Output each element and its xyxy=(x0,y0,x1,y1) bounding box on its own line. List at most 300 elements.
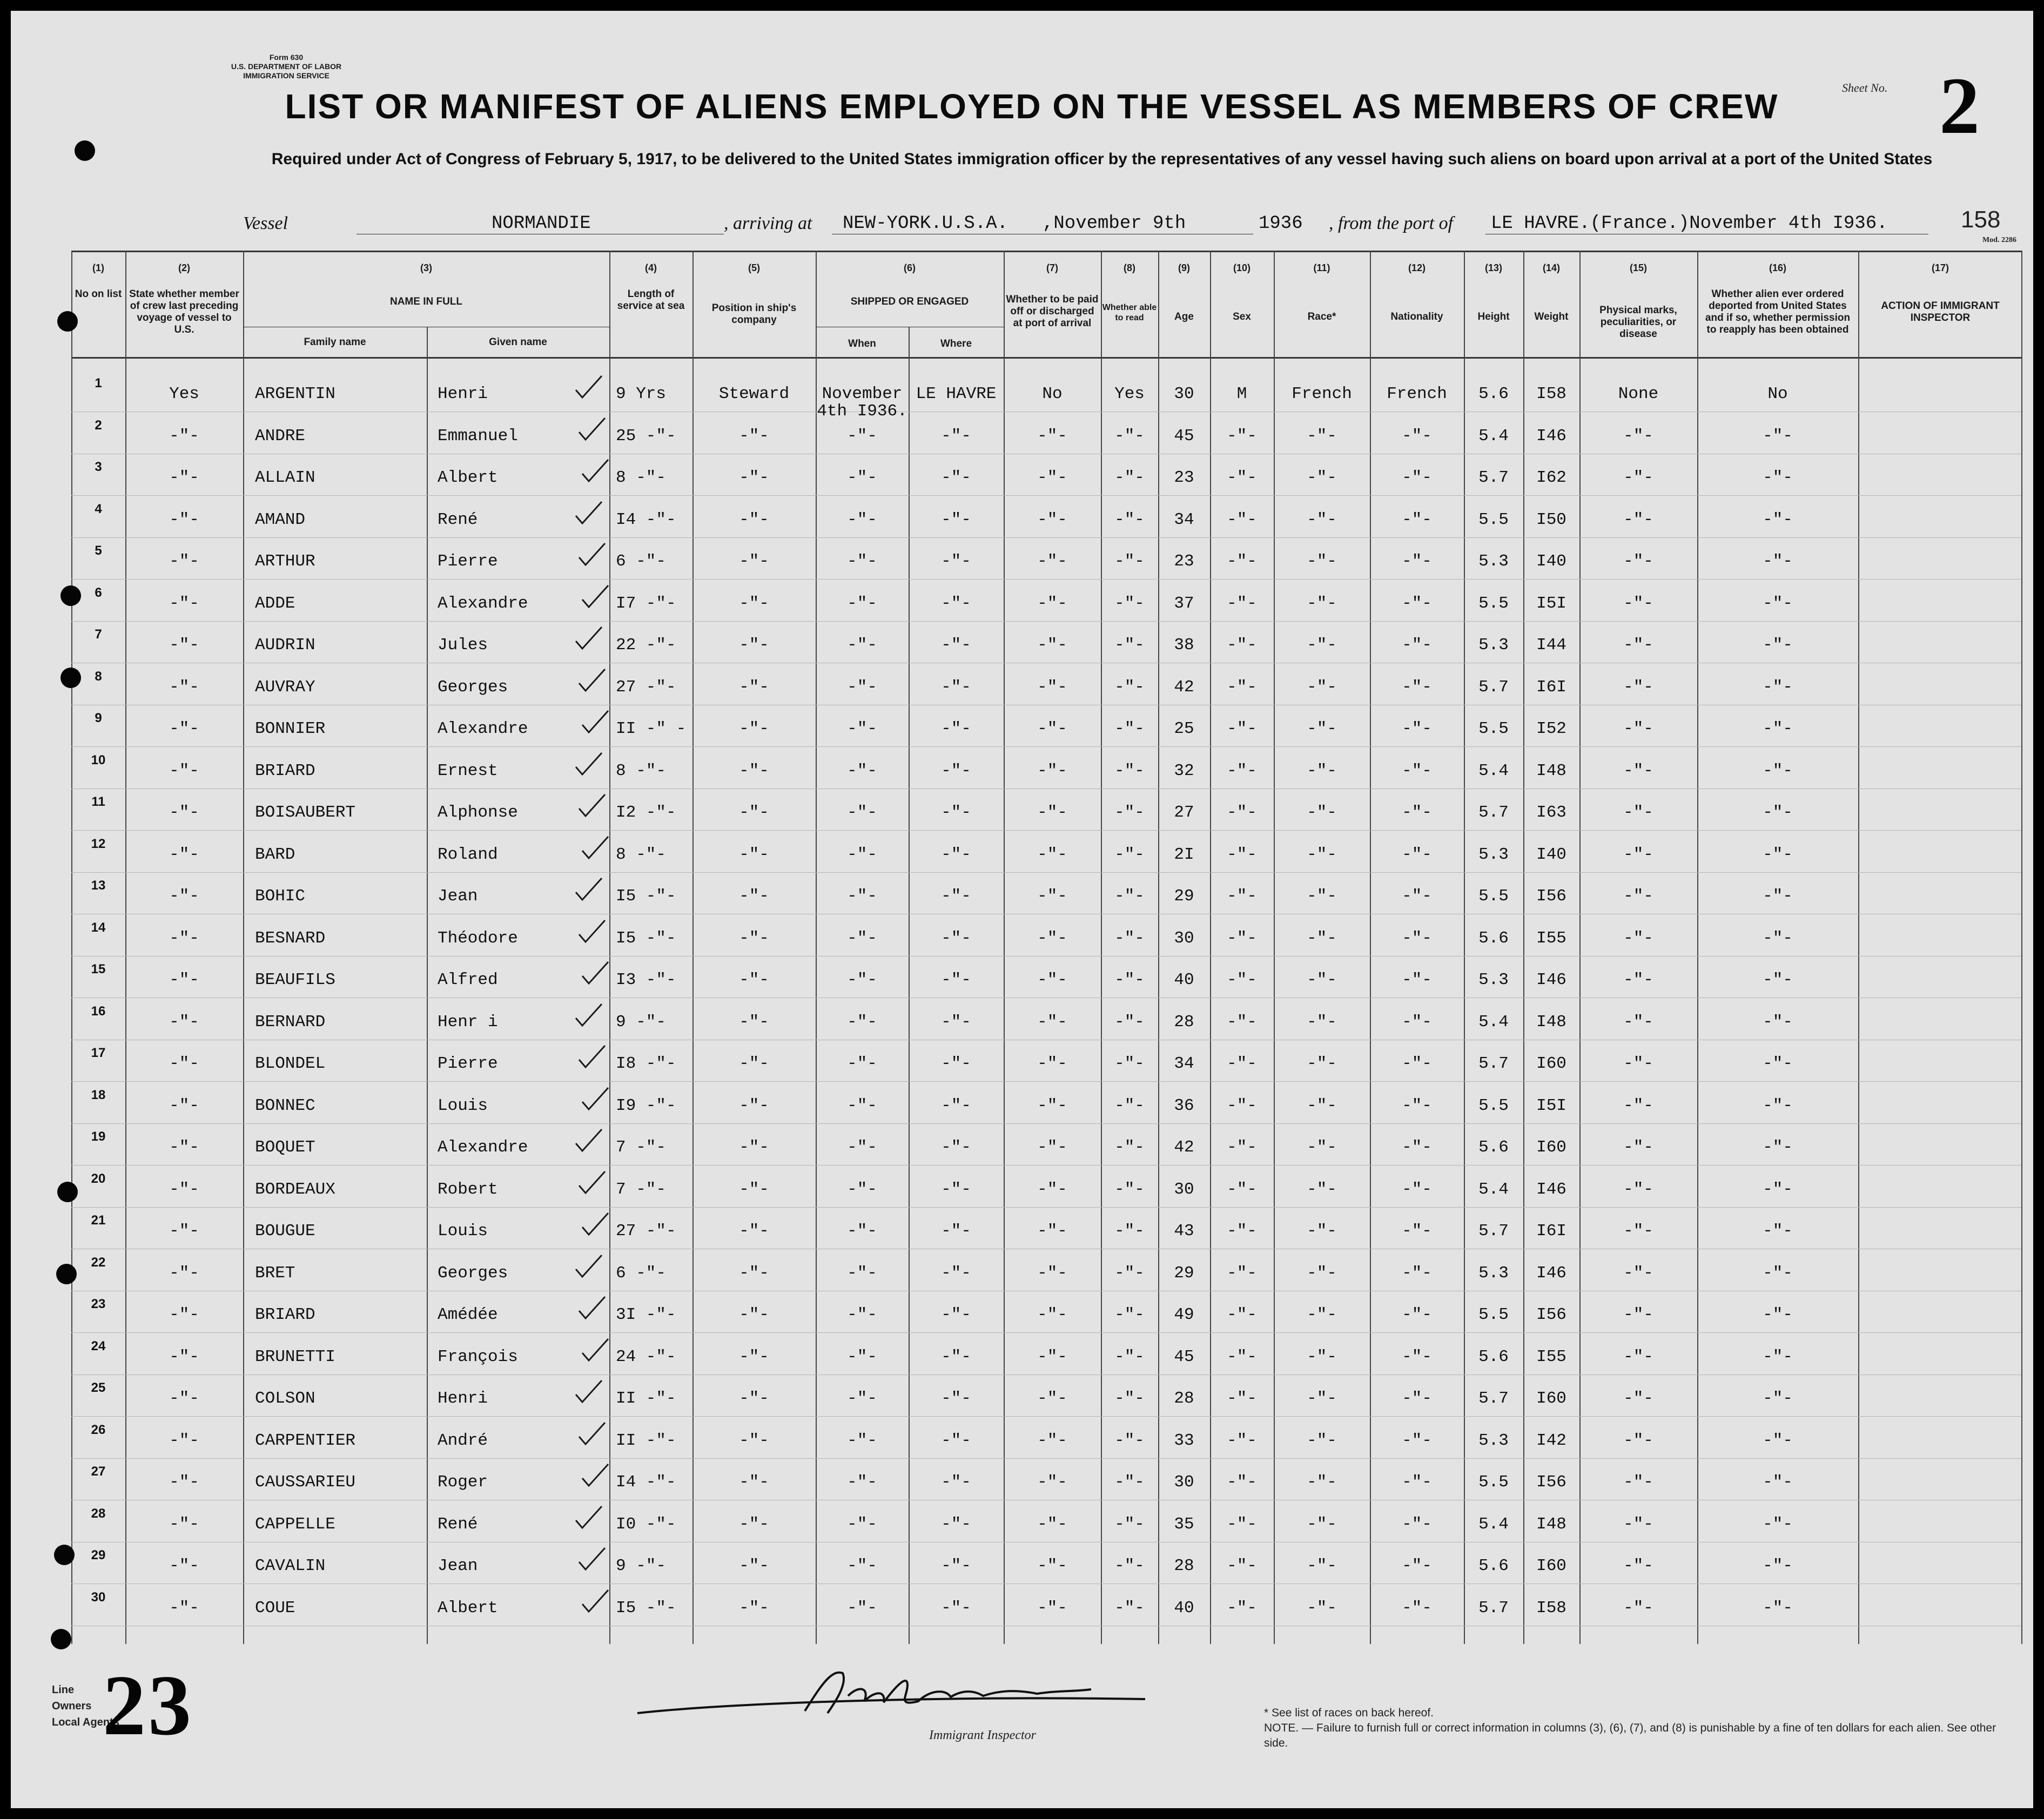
cell-where: -"- xyxy=(941,468,971,487)
cell-service: 27 -"- xyxy=(616,1222,676,1241)
cell-when: -"- xyxy=(847,1389,877,1408)
stamp-number: 158 xyxy=(1961,206,2001,233)
cell-read: -"- xyxy=(1114,761,1145,780)
cell-service: 7 -"- xyxy=(616,1138,667,1157)
department: U.S. DEPARTMENT OF LABOR xyxy=(231,62,342,71)
cell-race: -"- xyxy=(1307,845,1337,864)
cell-service: 3I -"- xyxy=(616,1305,676,1324)
cell-height: 5.4 xyxy=(1478,1180,1509,1199)
punch-hole xyxy=(54,1545,75,1565)
cell-when: -"- xyxy=(847,845,877,864)
cell-age: 36 xyxy=(1174,1096,1194,1115)
cell-nationality: -"- xyxy=(1402,1138,1432,1157)
cell-nationality: -"- xyxy=(1402,1598,1432,1618)
cell-race: -"- xyxy=(1307,1598,1337,1618)
cell-where: -"- xyxy=(941,803,971,822)
cell-paid: -"- xyxy=(1037,677,1067,697)
cell-position: -"- xyxy=(739,1431,769,1450)
cell-deported: -"- xyxy=(1763,1222,1793,1241)
cell-height: 5.3 xyxy=(1478,971,1509,989)
cell-deported: -"- xyxy=(1763,1263,1793,1283)
cell-position: -"- xyxy=(739,1347,769,1366)
row-rule xyxy=(71,579,2021,580)
cell-no: 12 xyxy=(91,836,106,851)
cell-sex: -"- xyxy=(1227,887,1257,906)
check-mark-icon xyxy=(573,1504,605,1531)
cell-service: 6 -"- xyxy=(616,552,667,571)
cell-weight: I56 xyxy=(1536,887,1566,906)
cell-weight: I60 xyxy=(1536,1389,1566,1408)
check-mark-icon xyxy=(576,1043,608,1070)
cell-race: -"- xyxy=(1307,677,1337,697)
arrival-year: 1936 xyxy=(1259,213,1303,234)
cell-no: 16 xyxy=(91,1003,106,1019)
check-mark-icon xyxy=(579,1086,611,1113)
cell-read: -"- xyxy=(1114,1012,1145,1032)
cell-when: -"- xyxy=(847,1054,877,1073)
cell-service: 9 -"- xyxy=(616,1012,667,1032)
cell-family: BONNEC xyxy=(255,1096,315,1115)
cell-read: -"- xyxy=(1114,803,1145,822)
cell-no: 1 xyxy=(95,376,102,390)
cell-paid: -"- xyxy=(1037,426,1067,446)
cell-given: Alexandre xyxy=(438,719,528,738)
cell-where: -"- xyxy=(941,1054,971,1073)
header-nationality: Nationality xyxy=(1390,311,1443,322)
cell-sex: -"- xyxy=(1227,845,1257,864)
cell-deported: -"- xyxy=(1763,636,1793,655)
cell-height: 5.3 xyxy=(1478,1431,1509,1450)
cell-read: -"- xyxy=(1114,1054,1145,1073)
cell-position: -"- xyxy=(739,1305,769,1324)
cell-paid: -"- xyxy=(1037,1598,1067,1618)
cell-no: 2 xyxy=(95,417,102,433)
cell-when: -"- xyxy=(847,594,877,613)
cell-given: Louis xyxy=(438,1222,488,1241)
cell-sex: -"- xyxy=(1227,1431,1257,1450)
cell-position: Steward xyxy=(718,385,790,403)
cell-position: -"- xyxy=(739,719,769,738)
cell-sex: -"- xyxy=(1227,1054,1257,1073)
cell-age: 42 xyxy=(1174,1138,1194,1157)
cell-given: Henri xyxy=(438,385,488,403)
cell-position: -"- xyxy=(739,887,769,906)
cell-height: 5.6 xyxy=(1478,928,1509,948)
cell-member: -"- xyxy=(169,719,199,738)
cell-read: -"- xyxy=(1114,1096,1145,1115)
cell-marks: -"- xyxy=(1623,1096,1653,1115)
cell-weight: I5I xyxy=(1536,594,1566,613)
cell-family: ARGENTIN xyxy=(255,385,335,403)
cell-sex: -"- xyxy=(1227,468,1257,487)
check-mark-icon xyxy=(579,1588,611,1615)
cell-deported: -"- xyxy=(1763,510,1793,529)
cell-height: 5.7 xyxy=(1478,803,1509,822)
cell-member: -"- xyxy=(169,845,199,864)
cell-age: 29 xyxy=(1174,887,1194,906)
cell-weight: I46 xyxy=(1536,1263,1566,1283)
cell-weight: I50 xyxy=(1536,510,1566,529)
cell-weight: I55 xyxy=(1536,1347,1566,1366)
cell-weight: I46 xyxy=(1536,426,1566,446)
cell-family: BRET xyxy=(255,1263,295,1283)
header-where: Where xyxy=(940,338,972,349)
cell-weight: I42 xyxy=(1536,1431,1566,1450)
cell-paid: -"- xyxy=(1037,1138,1067,1157)
sheet-label: Sheet No. xyxy=(1842,81,1888,95)
row-rule xyxy=(71,1207,2021,1208)
cell-read: -"- xyxy=(1114,552,1145,571)
cell-read: -"- xyxy=(1114,1598,1145,1618)
cell-sex: -"- xyxy=(1227,636,1257,655)
check-mark-icon xyxy=(576,541,608,568)
cell-position: -"- xyxy=(739,1598,769,1618)
cell-member: -"- xyxy=(169,426,199,446)
cell-race: -"- xyxy=(1307,1431,1337,1450)
cell-sex: -"- xyxy=(1227,510,1257,529)
cell-position: -"- xyxy=(739,1180,769,1199)
cell-height: 5.4 xyxy=(1478,1514,1509,1534)
cell-marks: -"- xyxy=(1623,971,1653,989)
header-height: Height xyxy=(1477,311,1510,322)
cell-marks: -"- xyxy=(1623,636,1653,655)
cell-paid: -"- xyxy=(1037,1473,1067,1492)
cell-family: ARTHUR xyxy=(255,552,315,571)
check-mark-icon xyxy=(579,834,611,861)
cell-read: -"- xyxy=(1114,1263,1145,1283)
cell-read: -"- xyxy=(1114,1514,1145,1534)
punch-hole xyxy=(60,668,81,688)
cell-height: 5.6 xyxy=(1478,1347,1509,1366)
cell-given: Robert xyxy=(438,1180,498,1199)
cell-read: -"- xyxy=(1114,636,1145,655)
cell-nationality: -"- xyxy=(1402,1180,1432,1199)
cell-deported: -"- xyxy=(1763,761,1793,780)
cell-member: -"- xyxy=(169,803,199,822)
cell-member: -"- xyxy=(169,636,199,655)
check-mark-icon xyxy=(576,1295,608,1322)
cell-service: 27 -"- xyxy=(616,677,676,697)
row-rule xyxy=(71,621,2021,622)
cell-nationality: -"- xyxy=(1402,468,1432,487)
header-physical-marks: Physical marks, peculiarities, or disease xyxy=(1599,305,1677,340)
cell-when: -"- xyxy=(847,887,877,906)
cell-no: 23 xyxy=(91,1297,106,1311)
cell-weight: I48 xyxy=(1536,1514,1566,1534)
cell-when: -"- xyxy=(847,1222,877,1241)
cell-where: -"- xyxy=(941,1431,971,1450)
cell-when: -"- xyxy=(847,1514,877,1534)
cell-deported: -"- xyxy=(1763,1431,1793,1450)
cell-no: 22 xyxy=(91,1255,106,1270)
cell-age: 30 xyxy=(1174,1473,1194,1492)
cell-read: -"- xyxy=(1114,510,1145,529)
inspector-signature xyxy=(627,1663,1156,1723)
header-sex: Sex xyxy=(1233,311,1251,322)
departure-port: LE HAVRE.(France.)November 4th I936. xyxy=(1491,213,1888,234)
cell-nationality: -"- xyxy=(1402,845,1432,864)
cell-marks: -"- xyxy=(1623,1598,1653,1618)
cell-given: Jules xyxy=(438,636,488,655)
cell-paid: -"- xyxy=(1037,1054,1067,1073)
cell-race: -"- xyxy=(1307,1557,1337,1575)
cell-member: Yes xyxy=(169,385,199,403)
cell-sex: -"- xyxy=(1227,719,1257,738)
cell-marks: -"- xyxy=(1623,1431,1653,1450)
cell-deported: -"- xyxy=(1763,1514,1793,1534)
cell-nationality: -"- xyxy=(1402,971,1432,989)
cell-member: -"- xyxy=(169,1557,199,1575)
cell-family: CAVALIN xyxy=(255,1557,326,1575)
cell-paid: -"- xyxy=(1037,1347,1067,1366)
cell-deported: -"- xyxy=(1763,552,1793,571)
cell-family: BRUNETTI xyxy=(255,1347,335,1366)
cell-sex: -"- xyxy=(1227,1305,1257,1324)
cell-when: -"- xyxy=(847,636,877,655)
cell-nationality: French xyxy=(1387,385,1447,403)
cell-given: Louis xyxy=(438,1096,488,1115)
cell-nationality: -"- xyxy=(1402,803,1432,822)
cell-read: -"- xyxy=(1114,1389,1145,1408)
cell-given: Jean xyxy=(438,887,478,906)
cell-nationality: -"- xyxy=(1402,1431,1432,1450)
row-rule xyxy=(71,1416,2021,1417)
cell-deported: -"- xyxy=(1763,1180,1793,1199)
colnum-5: (5) xyxy=(748,262,760,273)
cell-member: -"- xyxy=(169,1431,199,1450)
check-mark-icon xyxy=(573,1378,605,1405)
cell-read: -"- xyxy=(1114,1180,1145,1199)
cell-age: 43 xyxy=(1174,1222,1194,1241)
check-mark-icon xyxy=(573,500,605,527)
cell-read: -"- xyxy=(1114,1431,1145,1450)
vessel-label: Vessel xyxy=(243,213,288,233)
cell-position: -"- xyxy=(739,1263,769,1283)
header-action-inspector: ACTION OF IMMIGRANT INSPECTOR xyxy=(1881,300,2000,324)
cell-nationality: -"- xyxy=(1402,1389,1432,1408)
cell-service: I4 -"- xyxy=(616,510,676,529)
cell-sex: -"- xyxy=(1227,971,1257,989)
cell-sex: -"- xyxy=(1227,928,1257,948)
service: IMMIGRATION SERVICE xyxy=(243,71,330,80)
cell-position: -"- xyxy=(739,1514,769,1534)
cell-when: -"- xyxy=(847,1473,877,1492)
cell-where: -"- xyxy=(941,552,971,571)
cell-marks: -"- xyxy=(1623,426,1653,446)
cell-position: -"- xyxy=(739,552,769,571)
cell-no: 28 xyxy=(91,1506,106,1521)
cell-weight: I5I xyxy=(1536,1096,1566,1115)
cell-deported: -"- xyxy=(1763,677,1793,697)
footer-agents-label: Local Agents xyxy=(52,1716,119,1728)
check-mark-icon xyxy=(573,1127,605,1154)
cell-no: 25 xyxy=(91,1380,106,1395)
cell-race: French xyxy=(1292,385,1352,403)
cell-paid: -"- xyxy=(1037,1514,1067,1534)
cell-nationality: -"- xyxy=(1402,887,1432,906)
cell-member: -"- xyxy=(169,1347,199,1366)
cell-height: 5.6 xyxy=(1478,1138,1509,1157)
arriving-port: NEW-YORK.U.S.A. xyxy=(843,213,1008,234)
cell-sex: -"- xyxy=(1227,1514,1257,1534)
cell-where: -"- xyxy=(941,1347,971,1366)
check-mark-icon xyxy=(573,1002,605,1029)
cell-service: I2 -"- xyxy=(616,803,676,822)
cell-paid: -"- xyxy=(1037,594,1067,613)
cell-family: BOHIC xyxy=(255,887,306,906)
cell-family: BESNARD xyxy=(255,928,326,948)
row-rule xyxy=(71,1081,2021,1082)
cell-race: -"- xyxy=(1307,1263,1337,1283)
cell-weight: I52 xyxy=(1536,719,1566,738)
cell-read: -"- xyxy=(1114,1305,1145,1324)
cell-position: -"- xyxy=(739,761,769,780)
cell-given: Georges xyxy=(438,677,508,697)
manifest-sheet xyxy=(11,11,2033,1808)
header-paid-off: Whether to be paid off or discharged at port of arrival xyxy=(1006,294,1099,329)
cell-no: 5 xyxy=(95,543,102,558)
cell-where: -"- xyxy=(941,1180,971,1199)
cell-family: BOISAUBERT xyxy=(255,803,356,822)
vessel-name: NORMANDIE xyxy=(492,213,591,234)
cell-where: -"- xyxy=(941,510,971,529)
cell-where: -"- xyxy=(941,1012,971,1032)
mod-number: Mod. 2286 xyxy=(1982,236,2016,244)
cell-weight: I40 xyxy=(1536,845,1566,864)
cell-given: Pierre xyxy=(438,552,498,571)
cell-paid: -"- xyxy=(1037,1557,1067,1575)
cell-marks: -"- xyxy=(1623,1012,1653,1032)
row-rule xyxy=(71,746,2021,747)
cell-paid: -"- xyxy=(1037,1222,1067,1241)
cell-marks: -"- xyxy=(1623,468,1653,487)
arriving-label: , arriving at xyxy=(724,213,812,233)
cell-race: -"- xyxy=(1307,552,1337,571)
cell-paid: -"- xyxy=(1037,1431,1067,1450)
colnum-12: (12) xyxy=(1408,262,1426,273)
cell-deported: -"- xyxy=(1763,928,1793,948)
cell-paid: -"- xyxy=(1037,1012,1067,1032)
cell-deported: -"- xyxy=(1763,1557,1793,1575)
cell-read: -"- xyxy=(1114,1557,1145,1575)
cell-given: Alfred xyxy=(438,971,498,989)
cell-read: -"- xyxy=(1114,971,1145,989)
cell-nationality: -"- xyxy=(1402,552,1432,571)
cell-when: -"- xyxy=(847,1347,877,1366)
cell-when: -"- xyxy=(847,971,877,989)
cell-weight: I48 xyxy=(1536,1012,1566,1032)
cell-family: CARPENTIER xyxy=(255,1431,356,1450)
cell-when-line2: 4th I936. xyxy=(817,402,907,421)
check-mark-icon xyxy=(576,1546,608,1573)
cell-when: -"- xyxy=(847,1096,877,1115)
cell-race: -"- xyxy=(1307,1222,1337,1241)
cell-weight: I60 xyxy=(1536,1138,1566,1157)
cell-deported: -"- xyxy=(1763,1054,1793,1073)
colnum-7: (7) xyxy=(1046,262,1058,273)
cell-member: -"- xyxy=(169,1598,199,1618)
cell-read: -"- xyxy=(1114,677,1145,697)
cell-when: -"- xyxy=(847,1305,877,1324)
cell-where: -"- xyxy=(941,636,971,655)
cell-deported: -"- xyxy=(1763,1138,1793,1157)
cell-age: 40 xyxy=(1174,1598,1194,1618)
cell-family: BEAUFILS xyxy=(255,971,335,989)
cell-paid: -"- xyxy=(1037,510,1067,529)
cell-marks: -"- xyxy=(1623,1347,1653,1366)
cell-age: 35 xyxy=(1174,1514,1194,1534)
cell-when: -"- xyxy=(847,552,877,571)
punch-hole xyxy=(51,1629,71,1649)
cell-deported: -"- xyxy=(1763,468,1793,487)
row-rule xyxy=(71,1332,2021,1333)
cell-nationality: -"- xyxy=(1402,510,1432,529)
cell-service: I9 -"- xyxy=(616,1096,676,1115)
cell-no: 18 xyxy=(91,1087,106,1102)
cell-read: -"- xyxy=(1114,594,1145,613)
check-mark-icon xyxy=(579,960,611,987)
cell-sex: -"- xyxy=(1227,552,1257,571)
cell-weight: I48 xyxy=(1536,761,1566,780)
cell-deported: -"- xyxy=(1763,594,1793,613)
header-age: Age xyxy=(1174,311,1194,322)
sheet-number-large: 23 xyxy=(103,1657,193,1753)
cell-where: -"- xyxy=(941,928,971,948)
cell-where: -"- xyxy=(941,1138,971,1157)
cell-paid: No xyxy=(1042,385,1063,403)
cell-age: 23 xyxy=(1174,468,1194,487)
cell-service: 22 -"- xyxy=(616,636,676,655)
cell-weight: I56 xyxy=(1536,1473,1566,1492)
cell-when: -"- xyxy=(847,1012,877,1032)
cell-where: -"- xyxy=(941,1096,971,1115)
header-name-in-full: NAME IN FULL xyxy=(389,296,463,307)
cell-where: -"- xyxy=(941,1598,971,1618)
cell-where: -"- xyxy=(941,719,971,738)
cell-when: -"- xyxy=(847,426,877,446)
cell-marks: -"- xyxy=(1623,1180,1653,1199)
punch-hole xyxy=(57,1182,78,1202)
cell-member: -"- xyxy=(169,1012,199,1032)
cell-height: 5.3 xyxy=(1478,636,1509,655)
cell-given: François xyxy=(438,1347,518,1366)
cell-deported: -"- xyxy=(1763,426,1793,446)
cell-service: II -"- xyxy=(616,1389,676,1408)
cell-given: Alphonse xyxy=(438,803,518,822)
cell-member: -"- xyxy=(169,971,199,989)
cell-where: -"- xyxy=(941,594,971,613)
cell-nationality: -"- xyxy=(1402,1514,1432,1534)
cell-given: Jean xyxy=(438,1557,478,1575)
cell-nationality: -"- xyxy=(1402,1347,1432,1366)
cell-deported: No xyxy=(1767,385,1788,403)
cell-service: I7 -"- xyxy=(616,594,676,613)
cell-family: CAPPELLE xyxy=(255,1514,335,1534)
cell-age: 2I xyxy=(1174,845,1194,864)
cell-family: COLSON xyxy=(255,1389,315,1408)
cell-family: BOQUET xyxy=(255,1138,315,1157)
cell-service: 6 -"- xyxy=(616,1263,667,1283)
cell-nationality: -"- xyxy=(1402,719,1432,738)
cell-deported: -"- xyxy=(1763,1012,1793,1032)
cell-age: 28 xyxy=(1174,1389,1194,1408)
cell-marks: -"- xyxy=(1623,677,1653,697)
cell-given: René xyxy=(438,510,478,529)
cell-race: -"- xyxy=(1307,1305,1337,1324)
cell-no: 30 xyxy=(91,1589,106,1605)
cell-position: -"- xyxy=(739,1222,769,1241)
cell-weight: I56 xyxy=(1536,1305,1566,1324)
